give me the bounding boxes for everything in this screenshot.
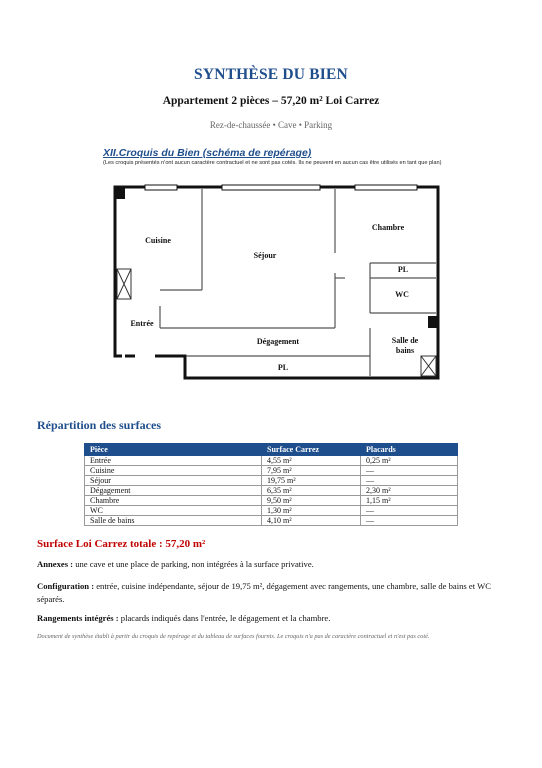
rangements-label: Rangements intégrés : [37, 613, 119, 623]
plan-title: XII.Croquis du Bien (schéma de repérage) [103, 147, 312, 159]
table-cell: Salle de bains [85, 516, 262, 526]
table-cell: 7,95 m² [262, 466, 361, 476]
table-cell: WC [85, 506, 262, 516]
table-row [85, 476, 458, 486]
column-header: Pièce [85, 444, 262, 456]
footnote: Document de synthèse établi à partir du croquis de repérage et du tableau de surfaces fournis. Le croquis n'a pas de caractère contractuel et n'est pas coté. [37, 633, 430, 640]
annexes-label: Annexes : [37, 559, 74, 569]
table-cell: 1,15 m² [361, 496, 458, 506]
room-label-entree: Entrée [130, 319, 154, 328]
room-label-pl-top: PL [397, 265, 409, 274]
table-cell: Chambre [85, 496, 262, 506]
surfaces-table [84, 443, 458, 526]
room-label-cuisine: Cuisine [145, 236, 171, 245]
table-cell: 4,55 m² [262, 456, 361, 466]
table-cell: — [361, 466, 458, 476]
plan-disclaimer: (Les croquis présentés n'ont aucun caractère contractuel et ne sont pas cotés. Ils ne peuvent en aucun cas être utilisés en tant que plan) [103, 160, 442, 166]
table-row [85, 456, 458, 466]
table-cell: 0,25 m² [361, 456, 458, 466]
table-header-row [85, 444, 458, 456]
table-cell: 9,50 m² [262, 496, 361, 506]
surfaces-section-title: Répartition des surfaces [37, 418, 161, 432]
table-cell: Entrée [85, 456, 262, 466]
annexes-text: une cave et une place de parking, non intégrées à la surface privative. [73, 559, 314, 569]
floor-plan-drawing [0, 178, 542, 390]
floor-plan [0, 178, 542, 390]
table-cell: — [361, 476, 458, 486]
table-cell: 2,30 m² [361, 486, 458, 496]
page-subtitle: Appartement 2 pièces – 57,20 m² Loi Carrez [162, 95, 380, 107]
plan-header [103, 147, 463, 166]
rangements-text: placards indiqués dans l'entrée, le dégagement et la chambre. [118, 613, 331, 623]
table-cell: Dégagement [85, 486, 262, 496]
column-header: Placards [361, 444, 458, 456]
table-cell: — [361, 506, 458, 516]
total-surface: Surface Loi Carrez totale : 57,20 m² [37, 538, 206, 550]
table-row [85, 466, 458, 476]
table-cell: 6,35 m² [262, 486, 361, 496]
column-header: Surface Carrez [262, 444, 361, 456]
table-row [85, 496, 458, 506]
table-cell: Cuisine [85, 466, 262, 476]
table-row [85, 506, 458, 516]
rangements-paragraph [37, 612, 507, 625]
annexes-paragraph [37, 558, 507, 571]
table-cell: 19,75 m² [262, 476, 361, 486]
room-label-salle-de-bains [383, 336, 427, 355]
property-meta: Rez-de-chaussée • Cave • Parking [209, 120, 333, 130]
page-title: SYNTHÈSE DU BIEN [194, 66, 348, 83]
configuration-paragraph [37, 580, 507, 606]
table-cell: — [361, 516, 458, 526]
table-cell: 1,30 m² [262, 506, 361, 516]
duct-boxes [117, 269, 436, 376]
table-row [85, 486, 458, 496]
room-label-wc: WC [395, 290, 409, 299]
wall-pillar [115, 187, 125, 199]
room-label-salle-de-bains-line1: Salle de [391, 336, 419, 345]
configuration-label: Configuration : [37, 581, 95, 591]
table-cell: 4,10 m² [262, 516, 361, 526]
room-label-sejour: Séjour [253, 251, 277, 260]
table-row [85, 516, 458, 526]
wall-pillar [428, 316, 438, 328]
room-label-degagement: Dégagement [256, 337, 300, 346]
room-label-pl-bottom: PL [277, 363, 289, 372]
room-label-chambre: Chambre [371, 223, 405, 232]
table-cell: Séjour [85, 476, 262, 486]
room-label-salle-de-bains-line2: bains [395, 345, 415, 355]
configuration-text: entrée, cuisine indépendante, séjour de 19,75 m², dégagement avec rangements, une chambre, salle de bains et WC séparés. [37, 581, 491, 604]
